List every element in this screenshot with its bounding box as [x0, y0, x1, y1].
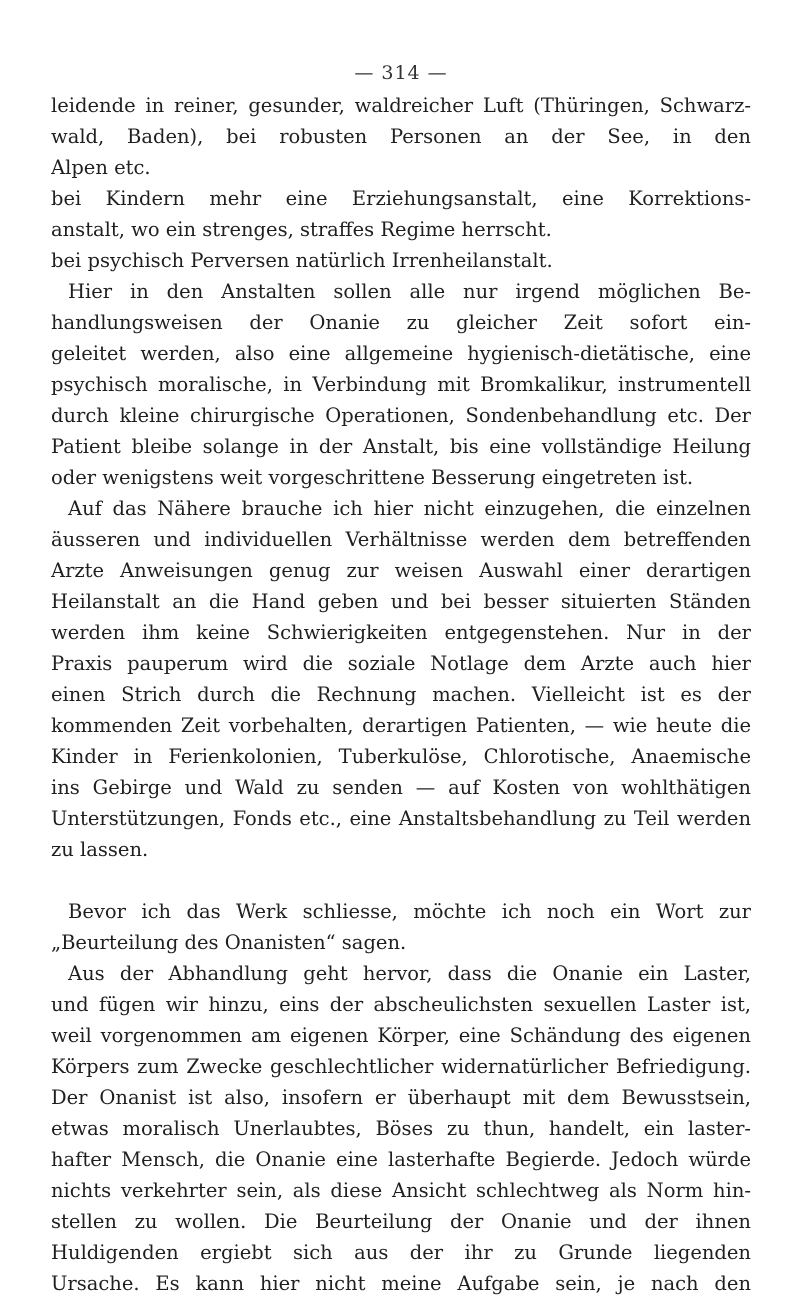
text-line: hafter Mensch, die Onanie eine lasterhafte Begierde. Jedoch würde — [51, 1148, 751, 1171]
text-line: äusseren und individuellen Verhältnisse werden dem betreffenden — [51, 528, 751, 551]
text-line: Patient bleibe solange in der Anstalt, bis eine vollständige Heilung — [51, 435, 751, 458]
text-line: Der Onanist ist also, insofern er überhaupt mit dem Bewusstsein, — [51, 1086, 751, 1109]
text-line: bei Kindern mehr eine Erziehungsanstalt, eine Korrektions- — [51, 187, 751, 210]
text-line: psychisch moralische, in Verbindung mit Bromkalikur, instrumentell — [51, 373, 751, 396]
text-line: wald, Baden), bei robusten Personen an der See, in den — [51, 125, 751, 148]
text-line: zu lassen. — [51, 838, 149, 861]
text-line: Ursache. Es kann hier nicht meine Aufgabe sein, je nach den — [51, 1272, 751, 1295]
text-line: Aus der Abhandlung geht hervor, dass die Onanie ein Laster, — [68, 962, 751, 985]
text-line: bei psychisch Perversen natürlich Irrenheilanstalt. — [51, 249, 553, 272]
page-number: — 314 — — [354, 62, 448, 84]
text-line: Unterstützungen, Fonds etc., eine Anstaltsbehandlung zu Teil werden — [51, 807, 751, 830]
text-line: Auf das Nähere brauche ich hier nicht einzugehen, die einzelnen — [68, 497, 751, 520]
text-line: oder wenigstens weit vorgeschrittene Besserung eingetreten ist. — [51, 466, 694, 489]
text-line: Körpers zum Zwecke geschlechtlicher widernatürlicher Befriedigung. — [51, 1055, 751, 1078]
text-line: Praxis pauperum wird die soziale Notlage dem Arzte auch hier — [51, 652, 751, 675]
text-line: Arzte Anweisungen genug zur weisen Auswahl einer derartigen — [51, 559, 751, 582]
text-line: leidende in reiner, gesunder, waldreicher Luft (Thüringen, Schwarz- — [51, 94, 751, 117]
text-line: Kinder in Ferienkolonien, Tuberkulöse, Chlorotische, Anaemische — [51, 745, 751, 768]
text-line: Heilanstalt an die Hand geben und bei besser situierten Ständen — [51, 590, 751, 613]
text-line: „Beurteilung des Onanisten“ sagen. — [51, 931, 407, 954]
text-line: kommenden Zeit vorbehalten, derartigen Patienten, — wie heute die — [51, 714, 751, 737]
text-line: Huldigenden ergiebt sich aus der ihr zu Grunde liegenden — [51, 1241, 751, 1264]
text-line: stellen zu wollen. Die Beurteilung der Onanie und der ihnen — [51, 1210, 751, 1233]
text-line: anstalt, wo ein strenges, straffes Regime herrscht. — [51, 218, 552, 241]
text-line: nichts verkehrter sein, als diese Ansicht schlechtweg als Norm hin- — [51, 1179, 751, 1202]
text-line: handlungsweisen der Onanie zu gleicher Zeit sofort ein- — [51, 311, 751, 334]
text-line: Hier in den Anstalten sollen alle nur irgend möglichen Be- — [68, 280, 751, 303]
text-line: durch kleine chirurgische Operationen, Sondenbehandlung etc. Der — [51, 404, 751, 427]
text-line: etwas moralisch Unerlaubtes, Böses zu thun, handelt, ein laster- — [51, 1117, 751, 1140]
text-line: und fügen wir hinzu, eins der abscheulichsten sexuellen Laster ist, — [51, 993, 751, 1016]
text-line: geleitet werden, also eine allgemeine hygienisch-dietätische, eine — [51, 342, 751, 365]
text-line: Alpen etc. — [51, 156, 151, 179]
text-line: einen Strich durch die Rechnung machen. Vielleicht ist es der — [51, 683, 751, 706]
body-text — [51, 90, 751, 1299]
text-line: weil vorgenommen am eigenen Körper, eine Schändung des eigenen — [51, 1024, 751, 1047]
paragraph-gap — [51, 865, 751, 896]
text-line: Bevor ich das Werk schliesse, möchte ich noch ein Wort zur — [68, 900, 751, 923]
text-line: ins Gebirge und Wald zu senden — auf Kosten von wohlthätigen — [51, 776, 751, 799]
document-page — [51, 0, 751, 1295]
text-line: werden ihm keine Schwierigkeiten entgegenstehen. Nur in der — [51, 621, 751, 644]
